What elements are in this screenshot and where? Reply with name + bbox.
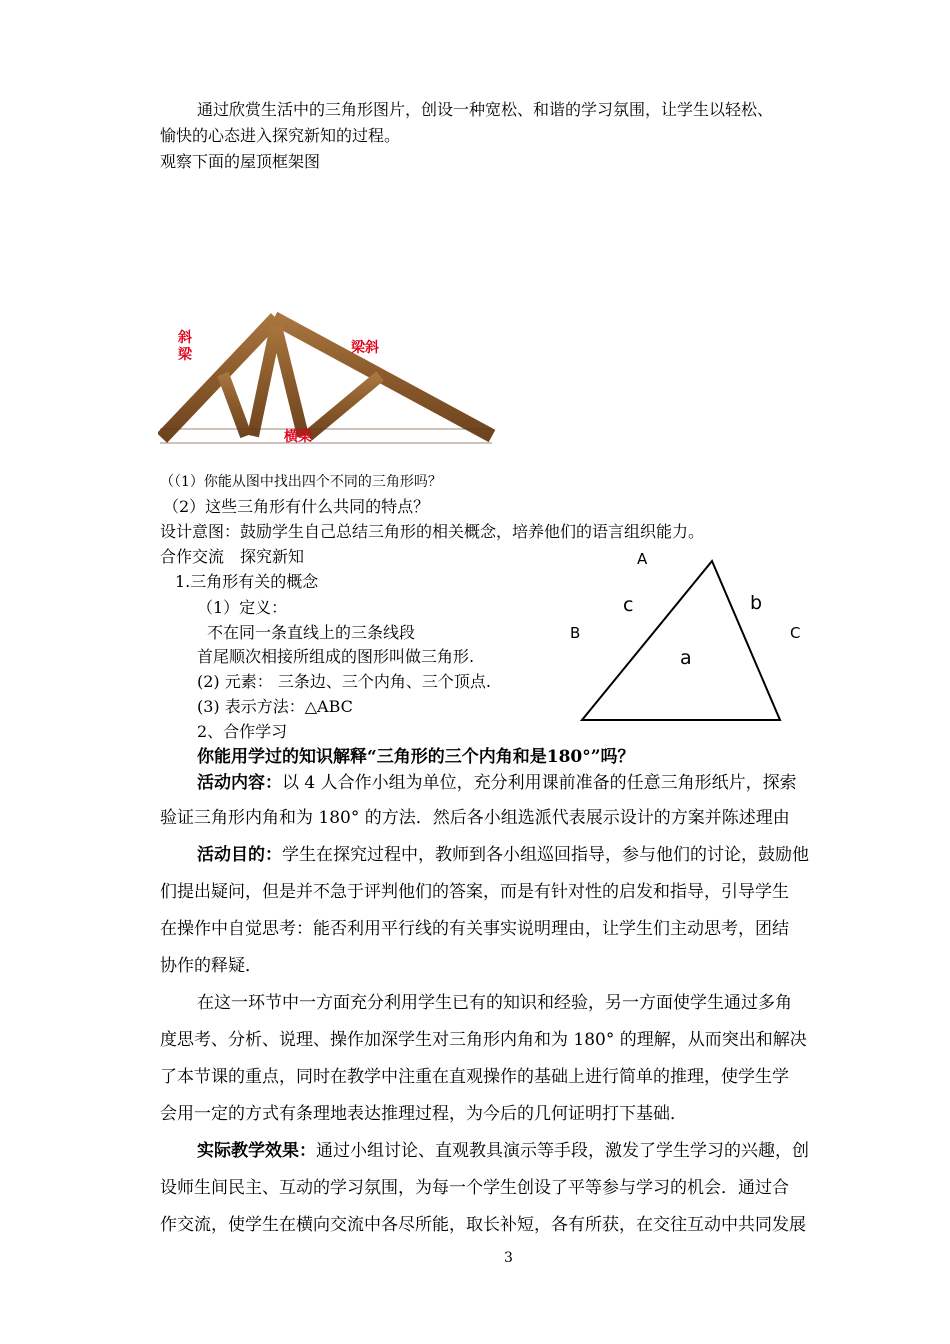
vertex-c-label: C bbox=[790, 624, 801, 642]
elements-text: (2) 元素： 三条边、三个内角、三个顶点. bbox=[197, 672, 491, 691]
roof-label-left-top: 斜 bbox=[178, 330, 192, 346]
roof-label-left-bottom: 梁 bbox=[178, 347, 192, 363]
coop-learning: 2、合作学习 bbox=[197, 722, 288, 741]
paragraph-line-4: 会用一定的方式有条理地表达推理过程，为今后的几何证明打下基础． bbox=[160, 1104, 687, 1124]
question-2: （2）这些三角形有什么共同的特点？ bbox=[163, 497, 430, 516]
side-a-label: a bbox=[680, 647, 692, 669]
side-b-label: b bbox=[750, 592, 763, 614]
intro-line-2: 愉快的心态进入探究新知的过程。 bbox=[160, 126, 401, 145]
activity-purpose-line-4: 协作的释疑． bbox=[160, 956, 262, 976]
effect-label: 实际教学效果： bbox=[197, 1141, 316, 1161]
roof-truss-image bbox=[158, 312, 498, 457]
triangle-shape bbox=[582, 561, 780, 720]
activity-content-label: 活动内容： bbox=[197, 773, 282, 793]
observe-text: 观察下面的屋顶框架图 bbox=[160, 152, 321, 171]
activity-purpose-line-3: 在操作中自觉思考：能否利用平行线的有关事实说明理由，让学生们主动思考，团结 bbox=[160, 919, 789, 939]
roof-label-bottom: 横梁 bbox=[284, 429, 312, 445]
activity-content-line-2: 验证三角形内角和为 180° 的方法．然后各小组选派代表展示设计的方案并陈述理由 bbox=[160, 808, 790, 828]
activity-purpose-label: 活动目的： bbox=[197, 845, 282, 865]
section-heading: 合作交流 探究新知 bbox=[160, 547, 305, 566]
roof-web-4 bbox=[308, 376, 380, 436]
intro-line-1: 通过欣赏生活中的三角形图片，创设一种宽松、和谐的学习氛围，让学生以轻松、 bbox=[197, 100, 774, 119]
roof-web-3 bbox=[276, 326, 303, 436]
notation-text: (3) 表示方法：△ABC bbox=[197, 697, 353, 716]
effect-line-3: 作交流，使学生在横向交流中各尽所能，取长补短，各有所获，在交往互动中共同发展 bbox=[160, 1215, 806, 1235]
vertex-a-label: A bbox=[637, 550, 648, 568]
definition-line-2: 首尾顺次相接所组成的图形叫做三角形. bbox=[197, 647, 475, 666]
vertex-b-label: B bbox=[570, 624, 581, 642]
roof-web-1 bbox=[223, 374, 246, 436]
effect-line-1: 实际教学效果：通过小组讨论、直观教具演示等手段，激发了学生学习的兴趣，创 bbox=[197, 1141, 809, 1161]
side-c-label: c bbox=[623, 594, 634, 616]
paragraph-line-1: 在这一环节中一方面充分利用学生已有的知识和经验，另一方面使学生通过多角 bbox=[197, 993, 792, 1013]
effect-line-2: 设师生间民主、互动的学习氛围，为每一个学生创设了平等参与学习的机会．通过合 bbox=[160, 1178, 789, 1198]
activity-purpose-line-1: 活动目的：学生在探究过程中，教师到各小组巡回指导，参与他们的讨论，鼓励他 bbox=[197, 845, 809, 865]
roof-right-rafter bbox=[274, 318, 492, 436]
design-intent: 设计意图：鼓励学生自己总结三角形的相关概念，培养他们的语言组织能力。 bbox=[160, 522, 705, 541]
paragraph-line-2: 度思考、分析、说理、操作加深学生对三角形内角和为 180° 的理解，从而突出和解决 bbox=[160, 1030, 807, 1050]
concept-title: 1.三角形有关的概念 bbox=[175, 572, 319, 591]
activity-purpose-line-2: 们提出疑问，但是并不急于评判他们的答案，而是有针对性的启发和指导，引导学生 bbox=[160, 882, 789, 902]
roof-label-right: 梁斜 bbox=[351, 340, 379, 356]
page-number: 3 bbox=[504, 1250, 513, 1266]
triangle-abc-diagram bbox=[570, 545, 820, 730]
question-1: （（1）你能从图中找出四个不同的三角形吗？ bbox=[160, 474, 442, 490]
angle-sum-question: 你能用学过的知识解释“三角形的三个内角和是180°”吗？ bbox=[197, 747, 635, 767]
activity-content-line-1: 活动内容：以 4 人合作小组为单位，充分利用课前准备的任意三角形纸片，探索 bbox=[197, 773, 797, 793]
paragraph-line-3: 了本节课的重点，同时在教学中注重在直观操作的基础上进行简单的推理，使学生学 bbox=[160, 1067, 789, 1087]
definition-line-1: 不在同一条直线上的三条线段 bbox=[207, 623, 416, 642]
definition-title: （1）定义： bbox=[197, 598, 288, 617]
